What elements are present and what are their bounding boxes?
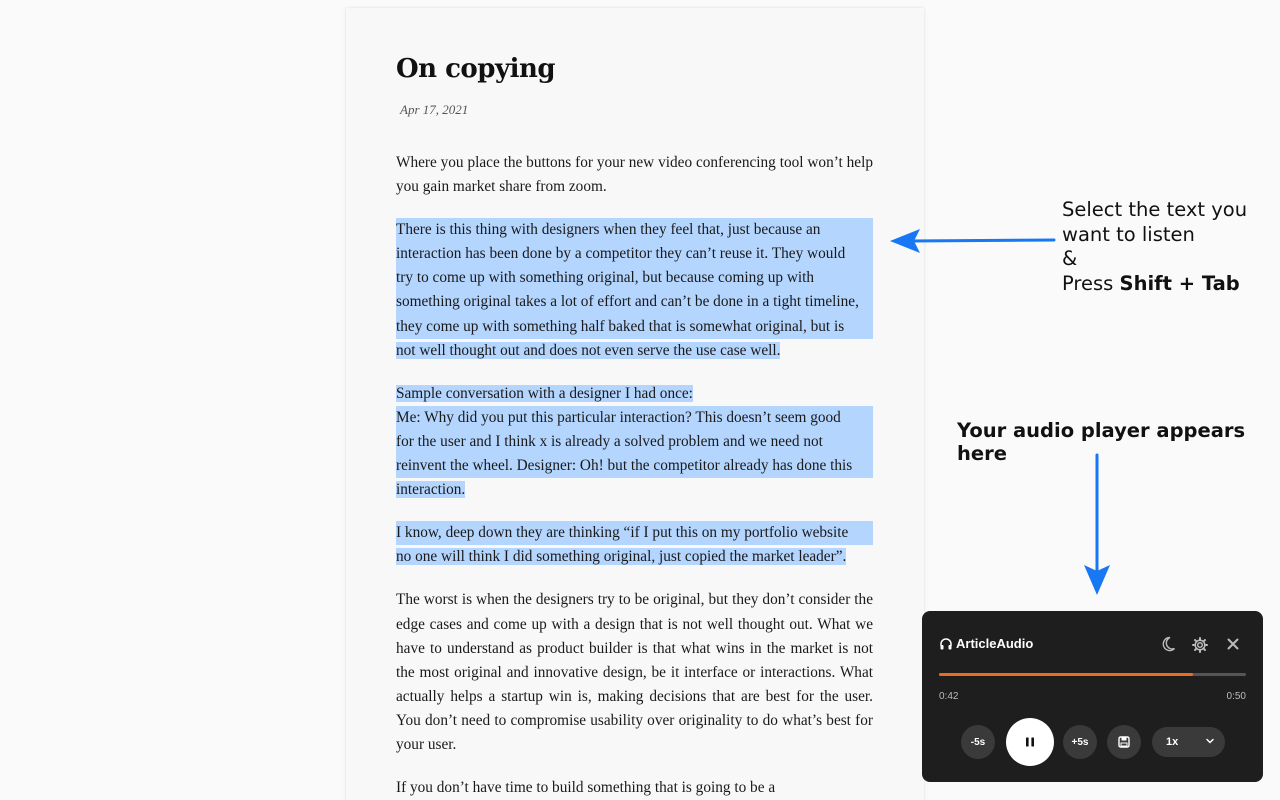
highlighted-line-wrap <box>396 545 873 569</box>
highlighted-line[interactable]: Sample conversation with a designer I had once: <box>396 384 693 402</box>
highlighted-line[interactable]: interaction. <box>396 481 466 499</box>
paragraph-5[interactable]: The worst is when the designers try to be original, but they don’t consider the edge cases and come up with a design that is not well thought out. What we have to understand as product builder is that what wins in the market is not the most original and innovative design, be it interface or interactions. What actually helps a startup win is, making decisions that are best for the user. You don’t need to compromise usability over originality to do what’s best for your user. <box>396 591 873 753</box>
highlighted-line[interactable]: something original takes a lot of effort and can’t be done in a tight timeline, <box>396 290 873 314</box>
article-title: On copying <box>396 54 556 84</box>
highlighted-line[interactable]: There is this thing with designers when they feel that, just because an <box>396 218 873 242</box>
current-time: 0:42 <box>939 691 959 702</box>
rewind-button[interactable]: -5s <box>961 725 995 759</box>
brand-name: ArticleAudio <box>956 636 1034 651</box>
close-icon <box>1227 638 1239 650</box>
highlighted-line[interactable]: not well thought out and does not even serve the use case well. <box>396 341 781 359</box>
close-button[interactable] <box>1222 633 1244 655</box>
audio-player-annotation: Your audio player appears here <box>957 419 1246 465</box>
forward-button[interactable]: +5s <box>1063 725 1097 759</box>
annotation-line: want to listen <box>1062 222 1195 246</box>
paragraph-3-highlighted[interactable] <box>396 382 873 502</box>
player-brand <box>939 636 1033 651</box>
highlighted-line-wrap <box>396 478 873 502</box>
highlighted-line[interactable]: I know, deep down they are thinking “if I put this on my portfolio website <box>396 521 873 545</box>
article-date: Apr 17, 2021 <box>400 102 469 117</box>
article-page <box>346 8 924 800</box>
annotation-line: Select the text you <box>1062 198 1248 221</box>
pause-icon <box>1024 736 1036 748</box>
progress-bar[interactable] <box>939 673 1246 676</box>
paragraph-4-highlighted[interactable] <box>396 521 873 569</box>
highlighted-line[interactable]: interaction has been done by a competitor they can’t reuse it. They would <box>396 242 873 266</box>
shortcut-keys: Shift + Tab <box>1119 271 1240 295</box>
highlighted-line-wrap <box>396 339 873 363</box>
save-button[interactable] <box>1107 725 1141 759</box>
settings-button[interactable] <box>1189 634 1211 656</box>
headphones-icon <box>939 637 953 651</box>
total-time: 0:50 <box>1226 691 1246 702</box>
dark-mode-button[interactable] <box>1157 633 1179 655</box>
gear-icon <box>1192 637 1208 653</box>
highlighted-line[interactable]: no one will think I did something original, just copied the market leader”. <box>396 548 847 566</box>
highlighted-line[interactable]: Me: Why did you put this particular interaction? This doesn’t seem good <box>396 406 873 430</box>
down-arrow-icon <box>1082 452 1112 598</box>
save-icon <box>1118 736 1130 748</box>
annotation-line <box>1062 272 1247 297</box>
progress-fill <box>939 673 1193 676</box>
annotation-line: & <box>1062 247 1078 270</box>
annotation-press: Press <box>1062 271 1120 295</box>
pause-button[interactable] <box>1006 718 1054 766</box>
highlighted-line-wrap <box>396 382 873 406</box>
paragraph-1[interactable]: Where you place the buttons for your new video conferencing tool won’t help you gain market share from zoom. <box>396 154 873 196</box>
chevron-down-icon <box>1205 736 1215 746</box>
highlighted-line[interactable]: for the user and I think x is already a solved problem and we need not <box>396 430 873 454</box>
speed-select[interactable] <box>1152 727 1225 757</box>
moon-icon <box>1160 636 1176 652</box>
paragraph-2-highlighted[interactable] <box>396 218 873 363</box>
select-text-annotation <box>1062 198 1247 296</box>
highlighted-line[interactable]: they come up with something half baked that is somewhat original, but is <box>396 315 873 339</box>
left-arrow-icon <box>888 226 1060 256</box>
speed-value: 1x <box>1166 736 1179 748</box>
paragraph-6[interactable]: If you don’t have time to build something that is going to be a <box>396 779 776 797</box>
article-body <box>396 54 873 800</box>
audio-player <box>922 611 1263 782</box>
highlighted-line[interactable]: reinvent the wheel. Designer: Oh! but the competitor already has done this <box>396 454 873 478</box>
highlighted-line[interactable]: try to come up with something original, but because coming up with <box>396 266 873 290</box>
